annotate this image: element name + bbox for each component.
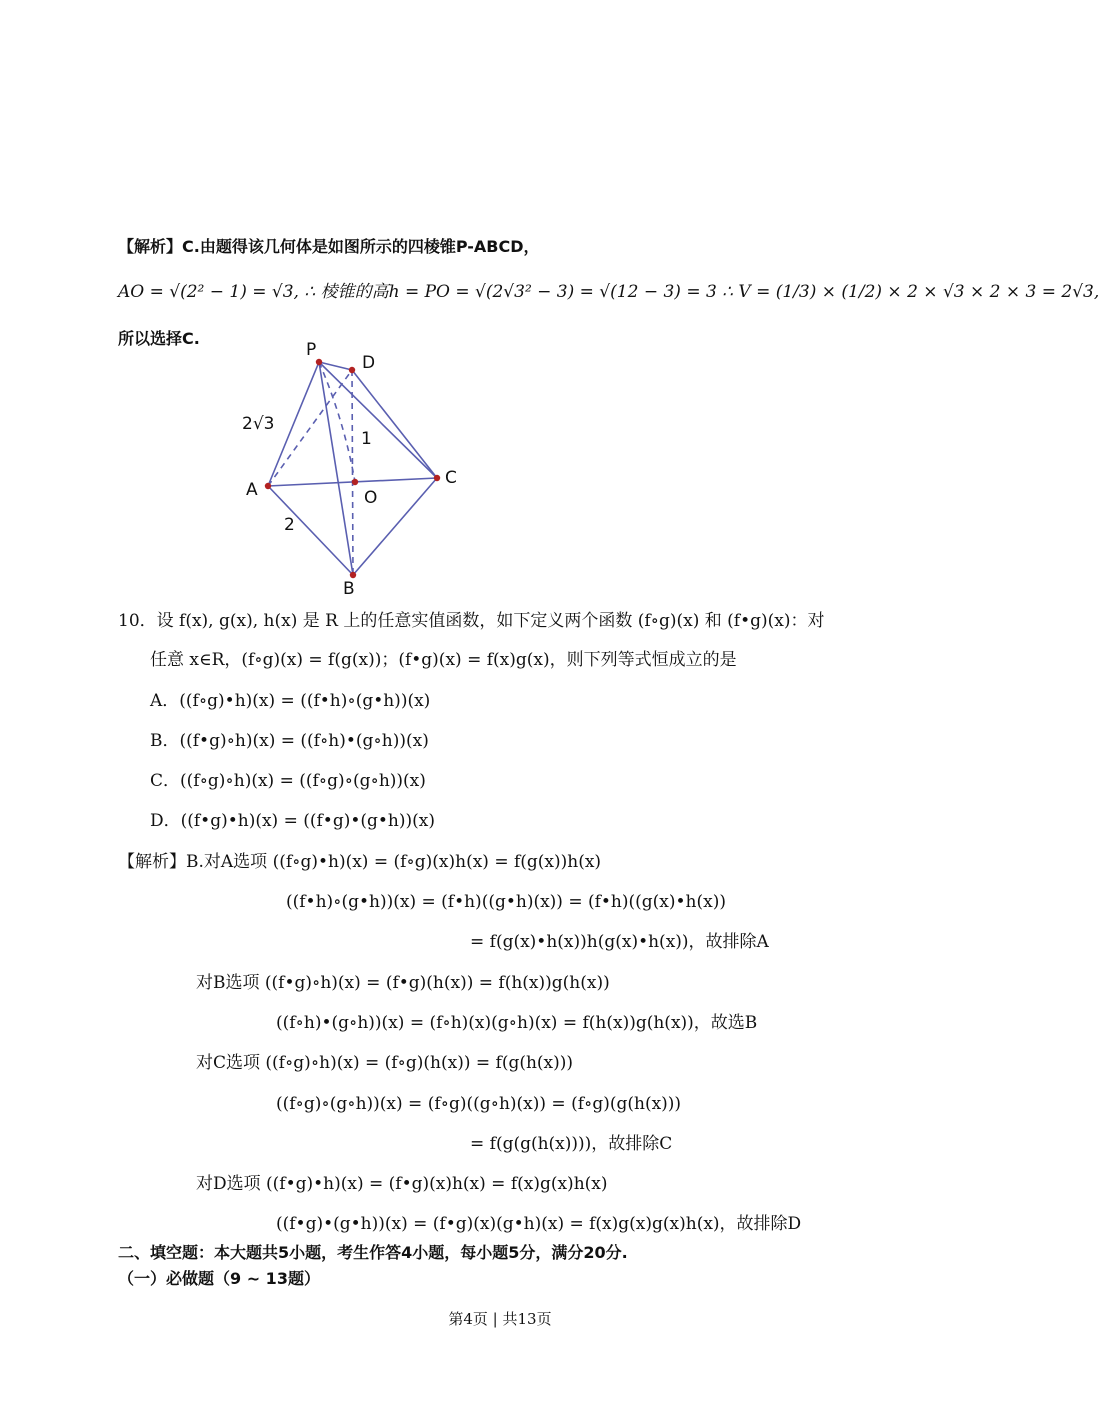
q10-option-c: C．((f∘g)∘h)(x) = ((f∘g)∘(g∘h))(x): [150, 771, 426, 791]
label-b: B: [343, 579, 355, 599]
q10-option-b: B．((f•g)∘h)(x) = ((f∘h)•(g∘h))(x): [150, 731, 429, 751]
edge-ad-hidden: [268, 370, 352, 486]
edge-pb: [319, 362, 353, 575]
vertex-o: [352, 479, 358, 485]
edge-pc: [319, 362, 437, 478]
label-p: P: [306, 340, 317, 360]
edge-pa: [268, 362, 319, 486]
q10-solution-line: 对D选项 ((f•g)•h)(x) = (f•g)(x)h(x) = f(x)g(x)h(x): [196, 1174, 608, 1194]
q10-solution-line: ((f•g)•(g•h))(x) = (f•g)(x)(g•h)(x) = f(x)g(x)g(x)h(x)，故排除D: [276, 1214, 802, 1234]
label-edge-po: 1: [361, 429, 372, 449]
vertex-a: [265, 483, 271, 489]
label-edge-ab: 2: [284, 515, 295, 535]
q10-solution-line: = f(g(x)•h(x))h(g(x)•h(x))，故排除A: [470, 932, 769, 952]
label-c: C: [445, 468, 457, 488]
q10-solution-line: = f(g(g(h(x))))，故排除C: [470, 1134, 673, 1154]
section2-subheading: （一）必做题（9 ~ 13题）: [118, 1269, 320, 1288]
vertex-p: [316, 359, 322, 365]
q10-solution-line: 对B选项 ((f•g)∘h)(x) = (f•g)(h(x)) = f(h(x))g(h(x)): [196, 973, 610, 993]
q10-solution-line: 对C选项 ((f∘g)∘h)(x) = (f∘g)(h(x)) = f(g(h(x))): [196, 1053, 574, 1073]
solution9-conclusion: 所以选择C.: [118, 329, 200, 348]
q10-stem-line2: 任意 x∈R，(f∘g)(x) = f(g(x))；(f•g)(x) = f(x)g(x)，则下列等式恒成立的是: [150, 650, 737, 670]
q10-solution-line: ((f•h)∘(g•h))(x) = (f•h)((g•h)(x)) = (f•h)((g(x)•h(x)): [286, 892, 726, 912]
vertex-b: [350, 572, 356, 578]
solution9-intro: 【解析】C.由题得该几何体是如图所示的四棱锥P-ABCD，: [118, 237, 540, 256]
q10-option-d: D．((f•g)•h)(x) = ((f•g)•(g•h))(x): [150, 811, 435, 831]
label-d: D: [362, 353, 376, 373]
q10-option-a: A．((f∘g)•h)(x) = ((f•h)∘(g•h))(x): [150, 691, 431, 711]
label-o: O: [364, 488, 378, 508]
q10-solution-line: ((f∘h)•(g∘h))(x) = (f∘h)(x)(g∘h)(x) = f(h(x))g(h(x))，故选B: [276, 1013, 758, 1033]
vertex-c: [434, 475, 440, 481]
label-edge-pa: 2√3: [242, 414, 275, 434]
vertex-d: [349, 367, 355, 373]
pyramid-figure: [230, 335, 490, 600]
pyramid-edges: [268, 362, 437, 575]
solution9-formula: AO = √(2² − 1) = √3, ∴ 棱锥的高h = PO = √(2√3² − 3) = √(12 − 3) = 3 ∴ V = (1/3) × (1/2) × 2 × √3 × 2 × 3 = 2√3,: [118, 282, 1099, 302]
q10-solution-line: 【解析】B.对A选项 ((f∘g)•h)(x) = (f∘g)(x)h(x) = f(g(x))h(x): [118, 852, 602, 872]
q10-stem-line1: 10．设 f(x), g(x), h(x) 是 R 上的任意实值函数，如下定义两个函数 (f∘g)(x) 和 (f•g)(x)：对: [118, 611, 825, 631]
label-a: A: [246, 480, 258, 500]
section2-heading: 二、填空题：本大题共5小题，考生作答4小题，每小题5分，满分20分.: [118, 1243, 628, 1262]
page-footer: 第4页 | 共13页: [448, 1310, 552, 1328]
q10-solution-line: ((f∘g)∘(g∘h))(x) = (f∘g)((g∘h)(x)) = (f∘g)(g(h(x))): [276, 1094, 682, 1114]
edge-dc: [352, 370, 437, 478]
